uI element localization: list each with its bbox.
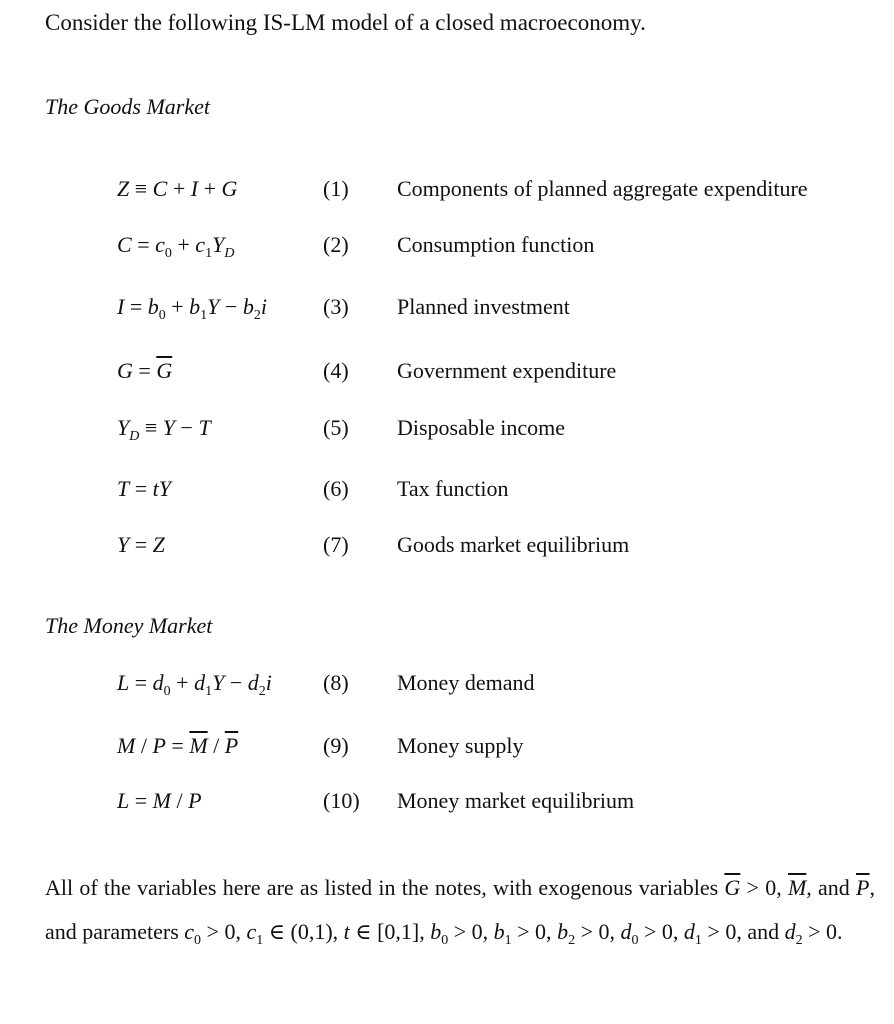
equation-number-2: (2) [323,232,349,257]
closing-text-1: All of the variables here are as listed in the notes, with exogenous variables [45,875,719,900]
equation-4: $G = \overline{G}$ [117,358,173,383]
math-m-bar: $\overline{M}$ [787,875,807,900]
math-p-bar: $\overline{P}$ [856,875,870,900]
equation-number-6: (6) [323,476,349,501]
math-parameters: $c_0 > 0$, $c_1$ ∈ (0,1), t ∈ [0,1], $b_0 > 0$, $b_1 > 0$, $b_2 > 0$, $d_0 > 0$, $d_1 > 0$ [184,919,737,948]
equation-3: $I = b_0 + b_1Y - b_2i$ [117,294,267,323]
equation-label-2: Consumption function [397,232,595,257]
math-g-bar-positive: $\overline{G} > 0$, [724,875,782,900]
equation-9: $M / P = \overline{M} / \overline{P}$ [117,733,239,758]
equation-number-9: (9) [323,733,349,758]
closing-text-3: , and parameters [45,875,875,944]
intro-sentence: Consider the following IS-LM model of a closed macroeconomy. [45,10,646,35]
equation-number-3: (3) [323,294,349,319]
equation-label-1: Components of planned aggregate expenditure [397,176,808,201]
equation-label-9: Money supply [397,733,524,758]
equation-7: Y = Z [117,532,165,557]
equation-label-3: Planned investment [397,294,570,319]
equation-8: $L = d_0 + d_1Y - d_2i$ [117,670,272,699]
equation-2: $C = c_0 + c_1Y_D$ [117,232,235,261]
equation-label-4: Government expenditure [397,358,617,383]
closing-paragraph [45,866,875,963]
money-market-heading: The Money Market [45,613,213,638]
equation-label-6: Tax function [397,476,509,501]
goods-market-heading: The Goods Market [45,94,210,119]
equation-number-10: (10) [323,788,360,813]
equation-1: Z ≡ C + I + G [117,176,238,201]
equation-number-1: (1) [323,176,349,201]
equation-number-4: (4) [323,358,349,383]
equation-label-7: Goods market equilibrium [397,532,630,557]
equation-label-5: Disposable income [397,415,566,440]
equation-label-8: Money demand [397,670,535,695]
equation-number-5: (5) [323,415,349,440]
equation-label-10: Money market equilibrium [397,788,635,813]
equation-10: L = M / P [117,788,202,813]
equation-number-8: (8) [323,670,349,695]
closing-text-2: , and [806,875,850,900]
equation-5: $Y_D \equiv Y - T$ [117,415,211,444]
math-d2-positive: $d_2 > 0$. [784,919,843,948]
equation-number-7: (7) [323,532,349,557]
closing-text-4: , and [736,919,780,944]
equation-6: T = tY [117,476,172,501]
